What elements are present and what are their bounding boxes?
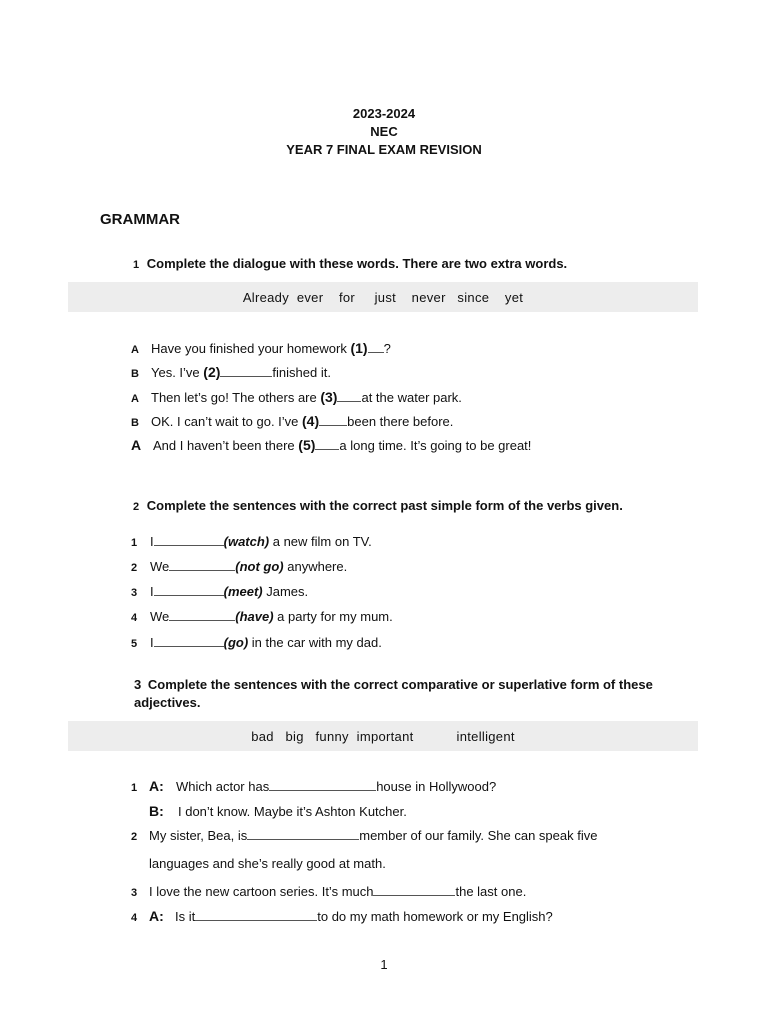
line-text: Yes. I’ve (151, 365, 204, 380)
item-text: a new film on TV. (269, 534, 372, 549)
exercise-instruction: Complete the dialogue with these words. There are two extra words. (146, 256, 568, 271)
line-text: Have you finished your homework (151, 341, 351, 356)
blank-number: (2) (203, 364, 221, 380)
dialogue-line (131, 364, 331, 380)
answer-blank[interactable] (247, 829, 359, 840)
item-text: James. (262, 584, 309, 599)
speaker-label: B (131, 417, 139, 429)
item-text: I (150, 584, 154, 599)
document-header (0, 105, 768, 159)
item-number: 2 (131, 831, 138, 843)
answer-blank[interactable] (368, 342, 384, 353)
answer-blank[interactable] (220, 366, 272, 377)
question-item (149, 803, 407, 819)
sentence-item (131, 584, 308, 599)
word-list: Already ever for just never since yet (242, 290, 524, 305)
item-text: a party for my mum. (273, 609, 393, 624)
answer-blank[interactable] (154, 585, 224, 596)
answer-blank[interactable] (269, 780, 376, 791)
item-text: Which actor has (176, 779, 270, 794)
item-number: 3 (131, 887, 138, 899)
question-item (131, 884, 526, 899)
verb-prompt: (not go) (235, 559, 284, 574)
school-year: 2023-2024 (352, 106, 416, 121)
blank-number: (3) (320, 389, 338, 405)
item-text: My sister, Bea, is (149, 828, 248, 843)
item-text: I (150, 635, 154, 650)
item-text: member of our family. She can speak five (359, 828, 598, 843)
item-number: 1 (131, 537, 138, 549)
question-item (131, 828, 597, 843)
blank-number: (1) (350, 340, 368, 356)
item-number: 4 (131, 912, 138, 924)
item-text: the last one. (455, 884, 527, 899)
answer-blank[interactable] (195, 910, 317, 921)
item-continuation: languages and she’s really good at math. (149, 856, 386, 871)
word-box (68, 721, 698, 751)
speaker-label: A (131, 393, 139, 405)
line-text: finished it. (272, 365, 331, 380)
item-number: 1 (131, 782, 138, 794)
exercise-instruction: Complete the sentences with the correct past simple form of the verbs given. (146, 498, 623, 513)
speaker-label: A (131, 437, 142, 453)
item-number: 5 (131, 638, 138, 650)
blank-number: (5) (298, 437, 316, 453)
question-item (131, 778, 496, 794)
item-text: in the car with my dad. (248, 635, 382, 650)
exercise-number: 3 (134, 677, 142, 692)
item-text: We (150, 559, 170, 574)
verb-prompt: (meet) (223, 584, 263, 599)
dialogue-line (131, 437, 531, 453)
line-text: Then let’s go! The others are (151, 390, 321, 405)
answer-blank[interactable] (154, 636, 224, 647)
item-text: I love the new cartoon series. It’s much (149, 884, 374, 899)
sentence-item (131, 635, 382, 650)
exercise-number: 1 (133, 259, 140, 271)
exercise-1-heading (133, 256, 567, 271)
item-text: house in Hollywood? (376, 779, 497, 794)
answer-blank[interactable] (337, 391, 361, 402)
line-text: been there before. (347, 414, 454, 429)
item-text: I don’t know. Maybe it’s Ashton Kutcher. (178, 804, 407, 819)
sentence-item (131, 559, 347, 574)
exercise-3-heading (134, 677, 653, 692)
item-text: anywhere. (283, 559, 348, 574)
answer-blank[interactable] (315, 439, 339, 450)
item-text: to do my math homework or my English? (317, 909, 553, 924)
dialogue-line (131, 340, 391, 356)
speaker-label: B (131, 368, 139, 380)
exercise-number: 2 (133, 501, 140, 513)
item-number: 2 (131, 562, 138, 574)
word-box (68, 282, 698, 312)
line-text: ? (383, 341, 391, 356)
exercise-2-heading (133, 498, 623, 513)
sentence-item (131, 534, 372, 549)
verb-prompt: (have) (235, 609, 274, 624)
document-title: YEAR 7 FINAL EXAM REVISION (286, 142, 482, 157)
section-title: GRAMMAR (100, 211, 180, 228)
question-item (131, 908, 553, 924)
item-text: We (150, 609, 170, 624)
page-number: 1 (380, 957, 388, 972)
line-text: OK. I can’t wait to go. I’ve (151, 414, 303, 429)
item-text: Is it (175, 909, 196, 924)
item-number: 4 (131, 612, 138, 624)
exercise-instruction-continued: adjectives. (134, 695, 201, 710)
sentence-item (131, 609, 393, 624)
answer-blank[interactable] (373, 885, 455, 896)
dialogue-line (131, 413, 453, 429)
blank-number: (4) (302, 413, 320, 429)
exercise-instruction: Complete the sentences with the correct comparative or superlative form of these (147, 677, 653, 692)
verb-prompt: (go) (223, 635, 249, 650)
item-number: 3 (131, 587, 138, 599)
speaker-label: A (131, 344, 139, 356)
word-list: bad big funny important intelligent (251, 729, 515, 744)
speaker-label: A: (149, 778, 164, 794)
line-text: And I haven’t been there (153, 438, 299, 453)
dialogue-line (131, 389, 462, 405)
verb-prompt: (watch) (223, 534, 270, 549)
school-name: NEC (370, 124, 398, 139)
answer-blank[interactable] (154, 535, 224, 546)
answer-blank[interactable] (319, 415, 347, 426)
speaker-label: B: (149, 803, 164, 819)
speaker-label: A: (149, 908, 164, 924)
item-text: I (150, 534, 154, 549)
answer-blank[interactable] (169, 560, 235, 571)
line-text: at the water park. (361, 390, 462, 405)
answer-blank[interactable] (169, 610, 235, 621)
line-text: a long time. It’s going to be great! (339, 438, 532, 453)
